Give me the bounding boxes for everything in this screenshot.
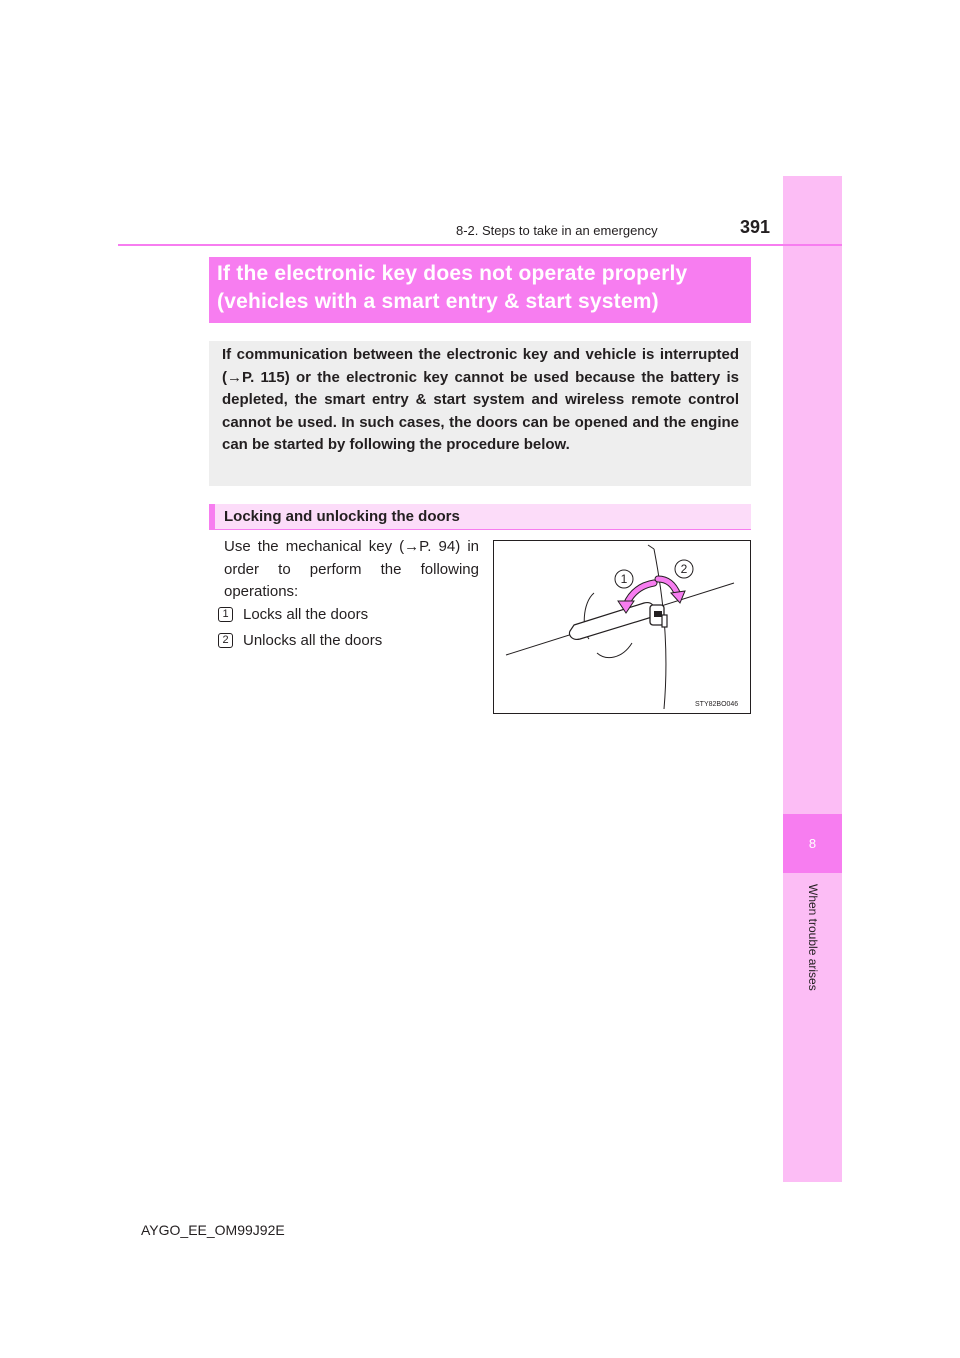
door-handle	[569, 603, 654, 640]
callout-2: 2	[680, 562, 688, 576]
section-title-line-1: If the electronic key does not operate properly	[217, 262, 688, 285]
callout-1: 1	[620, 572, 628, 586]
step-number-badge: 2	[218, 633, 233, 648]
intro-box	[209, 341, 751, 486]
header-rule	[118, 244, 842, 246]
document-code: AYGO_EE_OM99J92E	[141, 1222, 285, 1238]
door-handle-drawing	[494, 541, 750, 713]
step-text: Unlocks all the doors	[243, 632, 383, 649]
figure-code: STY82BO046	[695, 701, 739, 708]
chapter-side-tab	[783, 176, 842, 1182]
subsection-heading: Locking and unlocking the doors	[209, 504, 751, 530]
section-title	[209, 257, 751, 323]
door-edge-line	[654, 549, 666, 709]
step-number-badge: 1	[218, 607, 233, 622]
chapter-label: When trouble arises	[806, 884, 820, 991]
step-2	[218, 632, 382, 649]
section-path: 8-2. Steps to take in an emergency	[456, 223, 658, 238]
step-1	[218, 606, 368, 623]
door-handle-illustration	[493, 540, 751, 714]
chapter-number: 8	[783, 814, 842, 873]
section-title-line-2: (vehicles with a smart entry & start system)	[217, 290, 659, 313]
instruction-text: Use the mechanical key (→P. 94) in order to perform the following operations:	[224, 538, 479, 600]
step-text: Locks all the doors	[243, 606, 369, 623]
intro-text: If communication between the electronic key and vehicle is interrupted (→P. 115) or the electronic key cannot be used because the battery is depleted, the smart entry & start system and wireless remote control cannot be used. In such cases, the doors can be opened and the engine can be started by following the procedure below.	[222, 346, 739, 454]
page-number: 391	[740, 217, 771, 237]
